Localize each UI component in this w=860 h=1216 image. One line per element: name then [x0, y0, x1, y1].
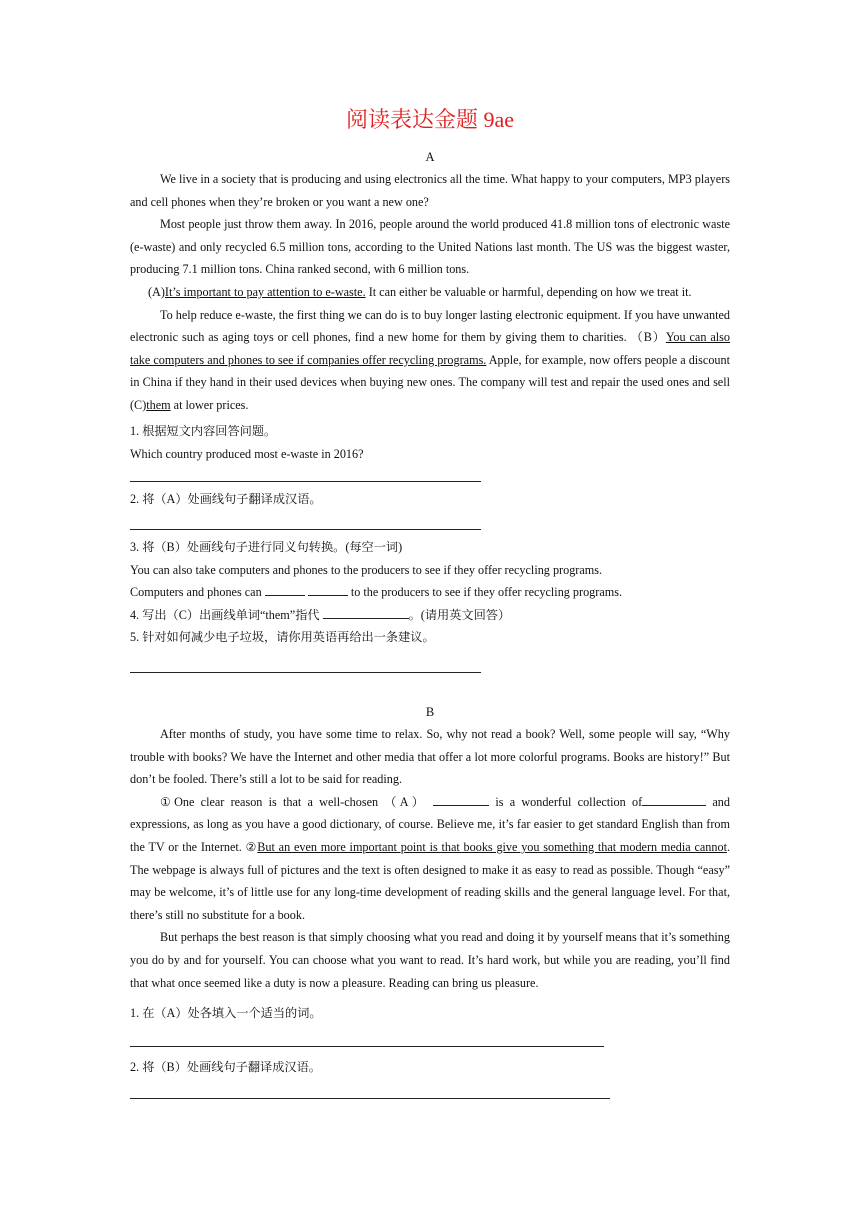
paragraph-4-mid: Apple, for example, now offers people a discount in China if they hand in their used devices when buying new ones. The company will test and repair the used ones and sell (C)	[130, 352, 730, 412]
section-b-passage	[130, 723, 730, 994]
underlined-sentence-b2: But an even more important point is that books give you something that modern media cannot	[257, 839, 727, 854]
section-a-paragraph-4	[130, 304, 730, 417]
underlined-word-them: them	[146, 397, 171, 412]
page-title: 阅读表达金题 9ae	[345, 107, 515, 132]
question-b2-label: 2. 将（B）处画线句子翻译成汉语。	[130, 1060, 321, 1074]
question-a3	[130, 536, 730, 649]
paragraph-4-end: at lower prices.	[170, 397, 249, 412]
question-a4	[130, 604, 730, 627]
answer-line-a1[interactable]	[130, 481, 481, 482]
blank-b-a1[interactable]	[433, 793, 489, 806]
section-a-heading: A	[425, 150, 435, 164]
section-a-questions	[130, 420, 730, 465]
question-a3-fill	[130, 581, 730, 604]
question-a5-label: 5. 针对如何减少电子垃圾，请你用英语再给出一条建议。	[130, 630, 435, 645]
question-a3-label: 3. 将（B）处画线句子进行同义句转换。(每空一词)	[130, 540, 403, 554]
paragraph-b2-mid: is a wonderful collection of	[489, 794, 643, 809]
question-a3-fill-start: Computers and phones can	[130, 585, 262, 600]
answer-line-b2[interactable]	[130, 1098, 610, 1099]
paragraph-b2-end: . The webpage is always full of pictures and the text is often designed to make it as easy to read as possible. Though “easy” may be welcome, it’s of little use for any long-time development of reading skills and the general language level. For that, there’s still no substitute for a book.	[130, 839, 730, 922]
question-a1-text: Which country produced most e-waste in 2016?	[130, 446, 364, 461]
section-b-paragraph-2	[130, 791, 730, 927]
answer-line-a2[interactable]	[130, 529, 481, 530]
question-a4-start: 4. 写出（C）出画线单词“them”指代	[130, 607, 320, 622]
paragraph-4-start: To help reduce e-waste, the first thing we can do is to buy longer lasting electronic equipment. If you have unwanted electronic such as aging toys or cell phones, find a new home for them by giving them to charities. （B）	[130, 307, 730, 345]
blank-a3-1[interactable]	[265, 583, 305, 596]
section-b-paragraph-3: But perhaps the best reason is that simply choosing what you read and doing it by yourself means that it’s something you do by and for yourself. You can choose what you want to read. It’s hard work, but while you are reading, you’ll find that what once seemed like a duty is now a pleasure. Reading can bring us pleasure.	[130, 930, 730, 990]
paragraph-b2-start: ①One clear reason is that a well-chosen （A）	[160, 794, 428, 809]
answer-line-a5[interactable]	[130, 672, 481, 673]
section-a-paragraph-1: We live in a society that is producing and using electronics all the time. What happy to your computers, MP3 players and cell phones when they’re broken or you want a new one?	[130, 172, 730, 209]
paragraph-3-rest: It can either be valuable or harmful, depending on how we treat it.	[365, 284, 692, 299]
paragraph-b2-after: and expressions, as long as you have a good dictionary, of course. Believe me, it’s far easier to get standard English than from the TV or the Internet. ②	[130, 794, 730, 854]
blank-b-a2[interactable]	[642, 793, 706, 806]
answer-line-b1[interactable]	[130, 1046, 604, 1047]
marker-a: (A)	[148, 284, 165, 299]
section-a-paragraph-3	[130, 281, 730, 304]
blank-a3-2[interactable]	[308, 583, 348, 596]
question-a2	[130, 488, 730, 511]
question-b1-label: 1. 在（A）处各填入一个适当的词。	[130, 1006, 322, 1020]
section-a-passage	[130, 168, 730, 417]
blank-a4[interactable]	[323, 606, 409, 619]
section-b-paragraph-1: After months of study, you have some time to relax. So, why not read a book? Well, some people will say, “Why trouble with books? We have the Internet and other media that offer a lot more colorful programs. Books are history!” But don’t be fooled. There’s still a lot to be said for reading.	[130, 727, 730, 787]
question-a4-end: 。(请用英文回答）	[408, 607, 511, 622]
section-b-heading: B	[425, 705, 435, 719]
question-a3-text: You can also take computers and phones to the producers to see if they offer recycling programs.	[130, 562, 603, 577]
question-b1	[130, 1002, 730, 1025]
section-a-paragraph-2: Most people just throw them away. In 2016, people around the world produced 41.8 million tons of electronic waste (e-waste) and only recycled 6.5 million tons, according to the United Nations last month. The US was the biggest waster, producing 7.1 million tons. China ranked second, with 6 million tons.	[130, 217, 730, 277]
question-a2-label: 2. 将（A）处画线句子翻译成汉语。	[130, 492, 322, 506]
underlined-sentence-a: It’s important to pay attention to e-waste.	[164, 284, 366, 299]
question-a3-fill-end: to the producers to see if they offer recycling programs.	[350, 585, 623, 600]
underlined-sentence-b: You can also take computers and phones to see if companies offer recycling programs.	[130, 330, 731, 367]
question-b2	[130, 1056, 730, 1079]
question-a1-label: 1. 根据短文内容回答问题。	[130, 424, 277, 438]
